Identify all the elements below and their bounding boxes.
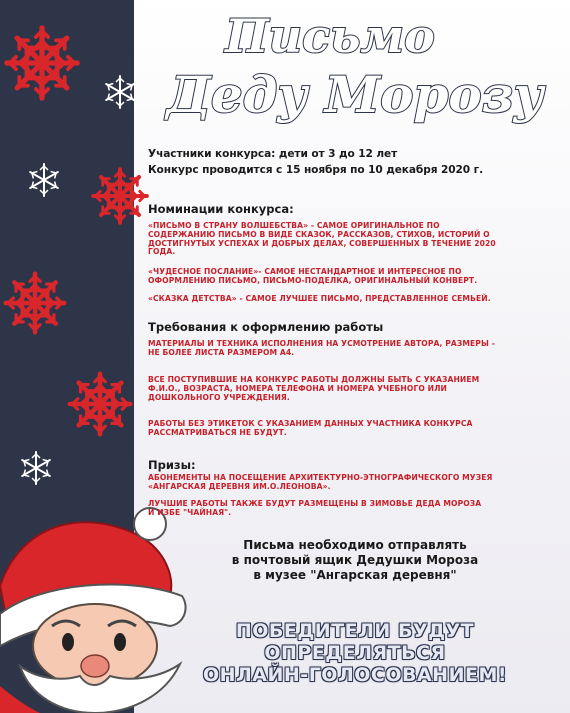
prizes-heading: Призы: (148, 458, 196, 472)
send-instructions: Письма необходимо отправлять в почтовый ящик Дедушки Мороза в музее "Ангарская деревня" (231, 538, 479, 582)
poster-title (140, 0, 570, 128)
prize-item: АБОНЕМЕНТЫ НА ПОСЕЩЕНИЕ АРХИТЕКТУРНО-ЭТНОГРАФИЧЕСКОГО МУЗЕЯ «АНГАРСКАЯ ДЕРЕВНЯ ИМ.О.ЛЕОНОВА». (148, 473, 493, 491)
red-snowflake-icon (88, 164, 152, 228)
requirement-item: МАТЕРИАЛЫ И ТЕХНИКА ИСПОЛНЕНИЯ НА УСМОТРЕНИЕ АВТОРА, РАЗМЕРЫ - НЕ БОЛЕЕ ЛИСТА РАЗМЕРОМ А4. (148, 339, 495, 357)
red-snowflake-icon (0, 248, 70, 358)
prize-item: ЛУЧШИЕ РАБОТЫ ТАКЖЕ БУДУТ РАЗМЕЩЕНЫ В ЗИМОВЬЕ ДЕДА МОРОЗА И ИЗБЕ "ЧАЙНАЯ". (148, 499, 482, 517)
nominations-heading: Номинации конкурса: (148, 202, 294, 216)
title-line-1: Письмо (225, 9, 435, 63)
title-line-2: Деду Морозу (166, 65, 544, 124)
red-snowflake-icon (0, 8, 84, 118)
dates-text: Конкурс проводится с 15 ноября по 10 декабря 2020 г. (148, 164, 484, 176)
requirement-item: РАБОТЫ БЕЗ ЭТИКЕТОК С УКАЗАНИЕМ ДАННЫХ УЧАСТНИКА КОНКУРСА РАССМАТРИВАТЬСЯ НЕ БУДУТ. (148, 419, 473, 437)
requirement-item: ВСЕ ПОСТУПИВШИЕ НА КОНКУРС РАБОТЫ ДОЛЖНЫ БЫТЬ С УКАЗАНИЕМ Ф.И.О., ВОЗРАСТА, НОМЕРА ТЕЛЕФОНА И НОМЕРА УЧЕБНОГО ИЛИ ДОШКОЛЬНОГО УЧРЕЖДЕНИЯ. (148, 375, 480, 402)
nomination-item: «ПИСЬМО В СТРАНУ ВОЛШЕБСТВА» - САМОЕ ОРИГИНАЛЬНОЕ ПО СОДЕРЖАНИЮ ПИСЬМО В ВИДЕ СКАЗОК, РАССКАЗОВ, СТИХОВ, ИСТОРИЙ О ДОСТИГНУТЫХ УСПЕХАХ И ДОБРЫХ ДЕЛАХ, СОВЕРШЕННЫХ В ТЕЧЕНИЕ 2020 ГОДА. (148, 221, 496, 257)
nomination-item: «СКАЗКА ДЕТСТВА» - САМОЕ ЛУЧШЕЕ ПИСЬМО, ПРЕДСТАВЛЕННОЕ СЕМЬЕЙ. (148, 294, 491, 303)
participants-text: Участники конкурса: дети от 3 до 12 лет (148, 148, 398, 160)
winners-announcement: ПОБЕДИТЕЛИ БУДУТ ОПРЕДЕЛЯТЬСЯ ОНЛАЙН-ГОЛОСОВАНИЕМ! (202, 620, 508, 686)
nomination-item: «ЧУДЕСНОЕ ПОСЛАНИЕ»- САМОЕ НЕСТАНДАРТНОЕ И ИНТЕРЕСНОЕ ПО ОФОРМЛЕНИЮ ПИСЬМО, ПИСЬМО-ПОДЕЛКА, ОРИГИНАЛЬНЫЙ КОНВЕРТ. (148, 267, 478, 285)
white-snowflake-icon (24, 160, 64, 200)
requirements-heading: Требования к оформлению работы (148, 320, 384, 334)
red-snowflake-icon (64, 368, 136, 440)
white-snowflake-icon (100, 72, 140, 112)
white-snowflake-icon (16, 448, 56, 488)
